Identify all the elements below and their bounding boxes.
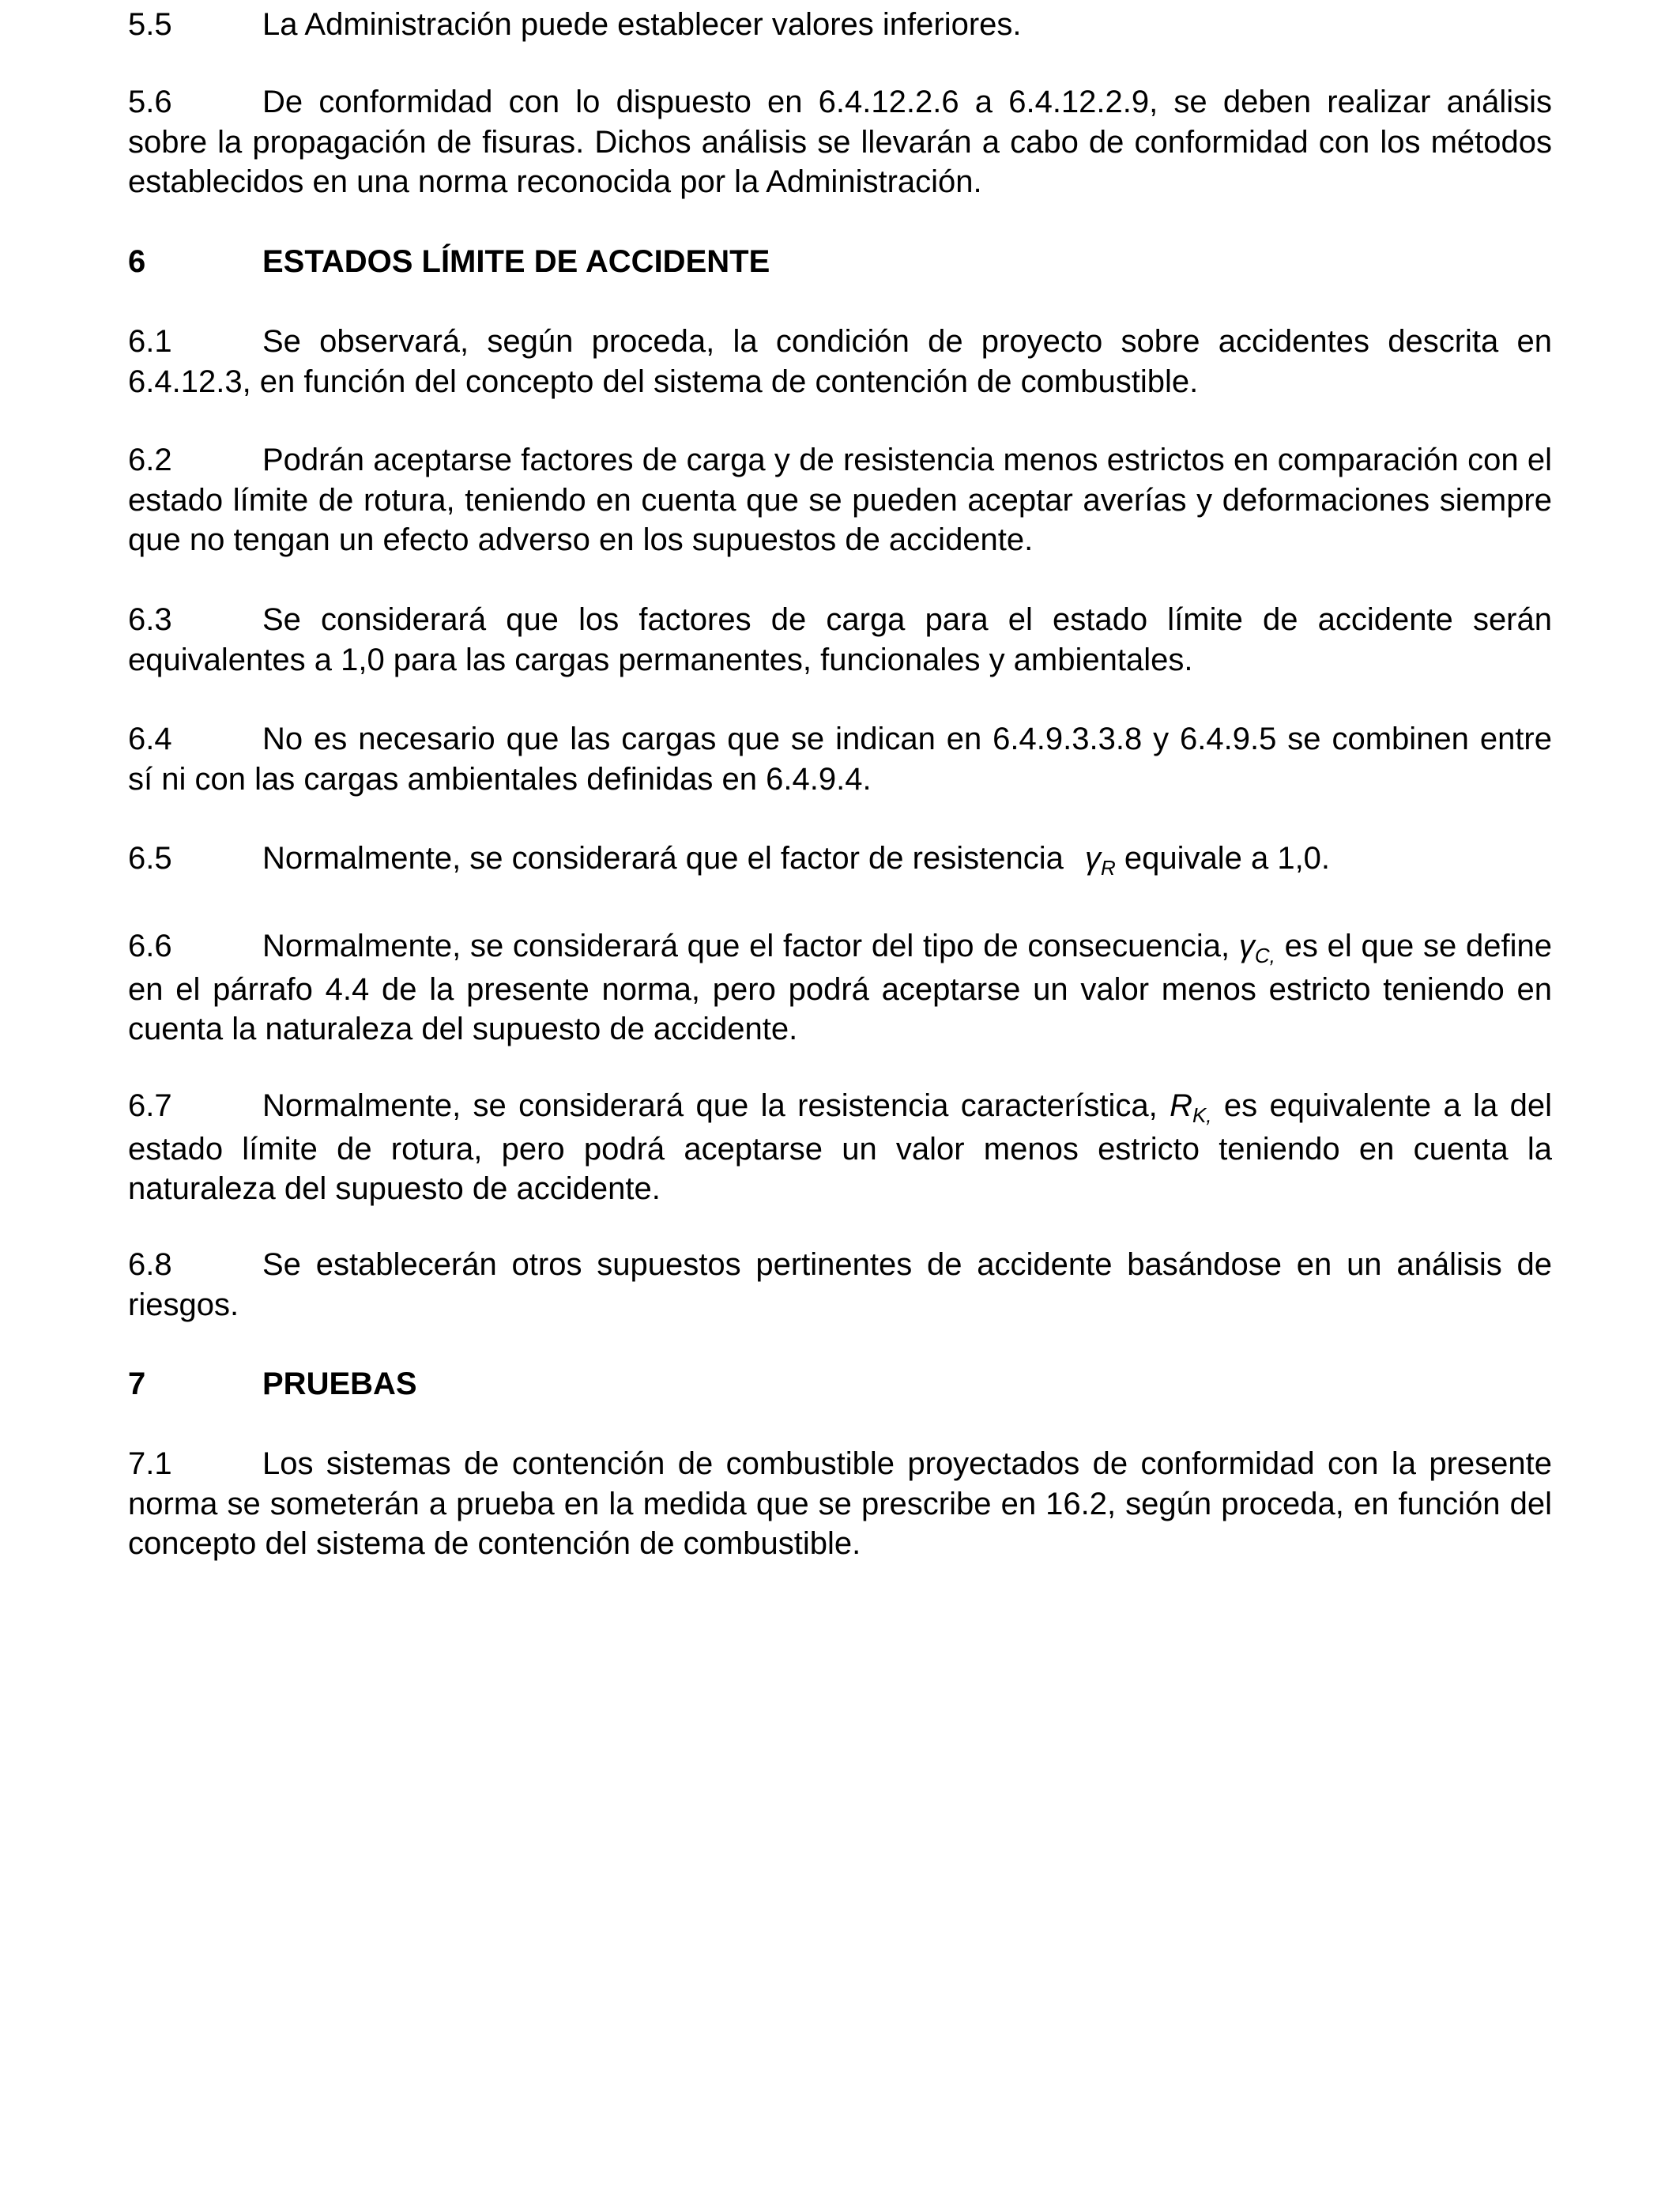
- paragraph-text-after: es equivalente a la del estado límite de rotura, pero podrá aceptarse un valor menos estricto teniendo en cuenta la naturaleza del supuesto de accidente.: [128, 1088, 1552, 1206]
- heading-text: ESTADOS LÍMITE DE ACCIDENTE: [262, 244, 770, 279]
- gamma-symbol: γ: [1084, 841, 1101, 876]
- symbol-subscript: C,: [1254, 944, 1275, 967]
- heading-number: 6: [128, 244, 146, 279]
- paragraph-number: 5.5: [128, 7, 172, 42]
- paragraph-text: La Administración puede establecer valores inferiores.: [262, 7, 1022, 42]
- paragraph-text-before: Normalmente, se considerará que el factor de resistencia: [262, 841, 1072, 876]
- paragraph-6-3: [128, 600, 1552, 680]
- paragraph-number: 6.4: [128, 722, 172, 756]
- paragraph-number: 6.1: [128, 324, 172, 359]
- paragraph-6-8: [128, 1245, 1552, 1325]
- paragraph-6-7: [128, 1086, 1552, 1209]
- paragraph-number: 6.6: [128, 929, 172, 963]
- paragraph-number: 6.3: [128, 602, 172, 637]
- paragraph-6-6: [128, 926, 1552, 1050]
- resistance-symbol: R: [1170, 1088, 1192, 1123]
- paragraph-6-4: [128, 719, 1552, 799]
- symbol-subscript: K,: [1192, 1103, 1212, 1127]
- paragraph-5-6: [128, 82, 1552, 202]
- paragraph-number: 7.1: [128, 1446, 172, 1481]
- gamma-symbol: γ: [1238, 929, 1255, 963]
- heading-number: 7: [128, 1367, 146, 1401]
- paragraph-number: 6.7: [128, 1088, 172, 1123]
- paragraph-number: 5.6: [128, 85, 172, 119]
- paragraph-number: 6.5: [128, 841, 172, 876]
- paragraph-text-before: Normalmente, se considerará que el factor del tipo de consecuencia,: [262, 929, 1239, 963]
- heading-text: PRUEBAS: [262, 1367, 417, 1401]
- paragraph-text-after: es el que se define en el párrafo 4.4 de la presente norma, pero podrá aceptarse un valor menos estricto teniendo en cuenta la naturaleza del supuesto de accidente.: [128, 929, 1552, 1046]
- paragraph-6-2: [128, 440, 1552, 560]
- paragraph-text: Se considerará que los factores de carga para el estado límite de accidente serán equivalentes a 1,0 para las cargas permanentes, funcionales y ambientales.: [128, 602, 1552, 677]
- paragraph-text: Se observará, según proceda, la condición de proyecto sobre accidentes descrita en 6.4.12.3, en función del concepto del sistema de contención de combustible.: [128, 324, 1552, 399]
- paragraph-text: Los sistemas de contención de combustible proyectados de conformidad con la presente norma se someterán a prueba en la medida que se prescribe en 16.2, según proceda, en función del concepto del sistema de contención de combustible.: [128, 1446, 1552, 1561]
- paragraph-text: Podrán aceptarse factores de carga y de resistencia menos estrictos en comparación con el estado límite de rotura, teniendo en cuenta que se pueden aceptar averías y deformaciones siempre que no tengan un efecto adverso en los supuestos de accidente.: [128, 443, 1552, 557]
- paragraph-text: Se establecerán otros supuestos pertinentes de accidente basándose en un análisis de riesgos.: [128, 1247, 1552, 1322]
- paragraph-text: De conformidad con lo dispuesto en 6.4.12.2.6 a 6.4.12.2.9, se deben realizar análisis sobre la propagación de fisuras. Dichos análisis se llevarán a cabo de conformidad con los métodos establecidos en una norma reconocida por la Administración.: [128, 85, 1552, 199]
- paragraph-text-before: Normalmente, se considerará que la resistencia característica,: [262, 1088, 1170, 1123]
- paragraph-text-after: equivale a 1,0.: [1115, 841, 1331, 876]
- paragraph-6-5: [128, 839, 1552, 882]
- paragraph-number: 6.2: [128, 443, 172, 477]
- paragraph-number: 6.8: [128, 1247, 172, 1282]
- paragraph-7-1: [128, 1444, 1552, 1564]
- paragraph-6-1: [128, 322, 1552, 401]
- heading-section-6: [128, 242, 1552, 282]
- symbol-subscript: R: [1100, 856, 1116, 880]
- paragraph-text: No es necesario que las cargas que se indican en 6.4.9.3.3.8 y 6.4.9.5 se combinen entre sí ni con las cargas ambientales definidas en 6.4.9.4.: [128, 722, 1552, 797]
- heading-section-7: [128, 1364, 1552, 1404]
- paragraph-5-5: [128, 5, 1552, 45]
